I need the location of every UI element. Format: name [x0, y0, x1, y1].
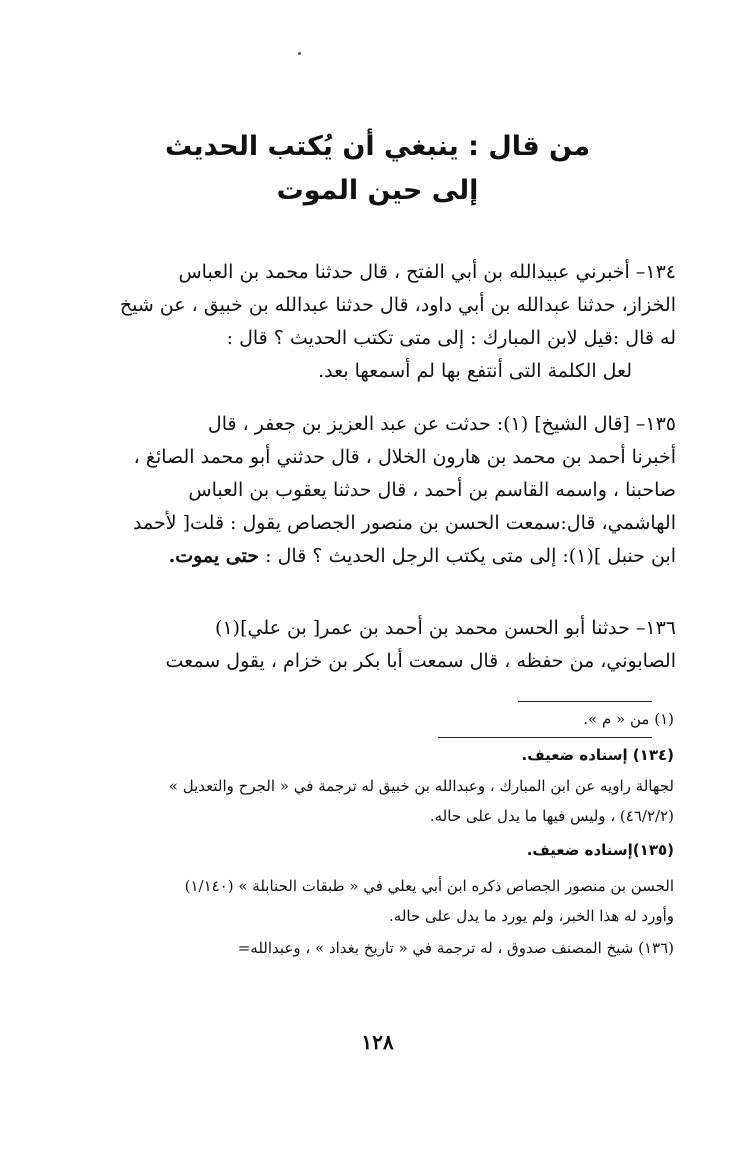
paragraph-136 [82, 612, 676, 678]
page-mark [298, 52, 301, 55]
footnote-heading: (١٣٥)إسناده ضعيف. [526, 841, 674, 859]
text-line: ١٣٦– حدثنا أبو الحسن محمد بن أحمد بن عمر[ بن علي](١) [215, 617, 676, 639]
text-line: أخبرنا أحمد بن محمد بن هارون الخلال ، قال حدثني أبو محمد الصائغ ، [133, 446, 676, 468]
paragraph-135 [82, 408, 676, 573]
text-line: الهاشمي، قال:سمعت الحسن بن منصور الجصاص يقول : قلت[ لأحمد [133, 512, 676, 534]
paragraph-134 [82, 256, 676, 388]
footnote-line: (١٣٦) شيخ المصنف صدوق ، له ترجمة في « تاريخ بغداد » ، وعبدالله= [237, 939, 674, 957]
text-line: الخزاز، حدثنا عبدالله بن أبي داود، قال حدثنا عبدالله بن خبيق ، عن شيخ [119, 294, 676, 316]
footnote-divider [438, 737, 652, 738]
footnote-line: وأورد له هذا الخبر، ولم يورد ما يدل على حاله. [389, 907, 674, 925]
text-fragment: ابن حنبل ](١): إلى متى يكتب الرجل الحديث ؟ قال : [265, 545, 676, 567]
emphasis-answer: حتى يموت. [168, 545, 260, 567]
chapter-title-line-1: من قال : ينبغي أن يُكتب الحديث [164, 131, 591, 162]
footnote-line: لجهالة راويه عن ابن المبارك ، وعبدالله بن خبيق له ترجمة في « الجرح والتعديل » [168, 777, 674, 795]
text-line: الصابوني، من حفظه ، قال سمعت أبا بكر بن خزام ، يقول سمعت [165, 650, 676, 672]
text-line: له قال :قيل لابن المبارك : إلى متى تكتب الحديث ؟ قال : [226, 327, 676, 349]
text-line: ١٣٤– أخبرني عبيدالله بن أبي الفتح ، قال حدثنا محمد بن العباس [178, 261, 676, 283]
footnote-line: الحسن بن منصور الجصاص ذكره ابن أبي يعلي في « طبقات الحنابلة » (١/١٤٠) [184, 877, 674, 895]
text-line [82, 540, 676, 573]
footnote: (١) من « م ». [583, 710, 674, 728]
page-number: ١٢٨ [361, 1030, 394, 1054]
footnote-heading: (١٣٤) إسناده ضعيف. [521, 746, 674, 764]
text-line: لعل الكلمة التى أنتفع بها لم أسمعها بعد. [318, 360, 632, 382]
footnote-separator [518, 701, 652, 702]
text-line: ١٣٥– [قال الشيخ] (١): حدثت عن عبد العزيز بن جعفر ، قال [207, 413, 676, 435]
footnote-line: (٤٦/٢/٢) ، وليس فيها ما يدل على حاله. [429, 807, 674, 825]
text-line: صاحبنا ، واسمه القاسم بن أحمد ، قال حدثنا يعقوب بن العباس [188, 479, 676, 501]
chapter-title-line-2: إلى حين الموت [276, 175, 479, 206]
